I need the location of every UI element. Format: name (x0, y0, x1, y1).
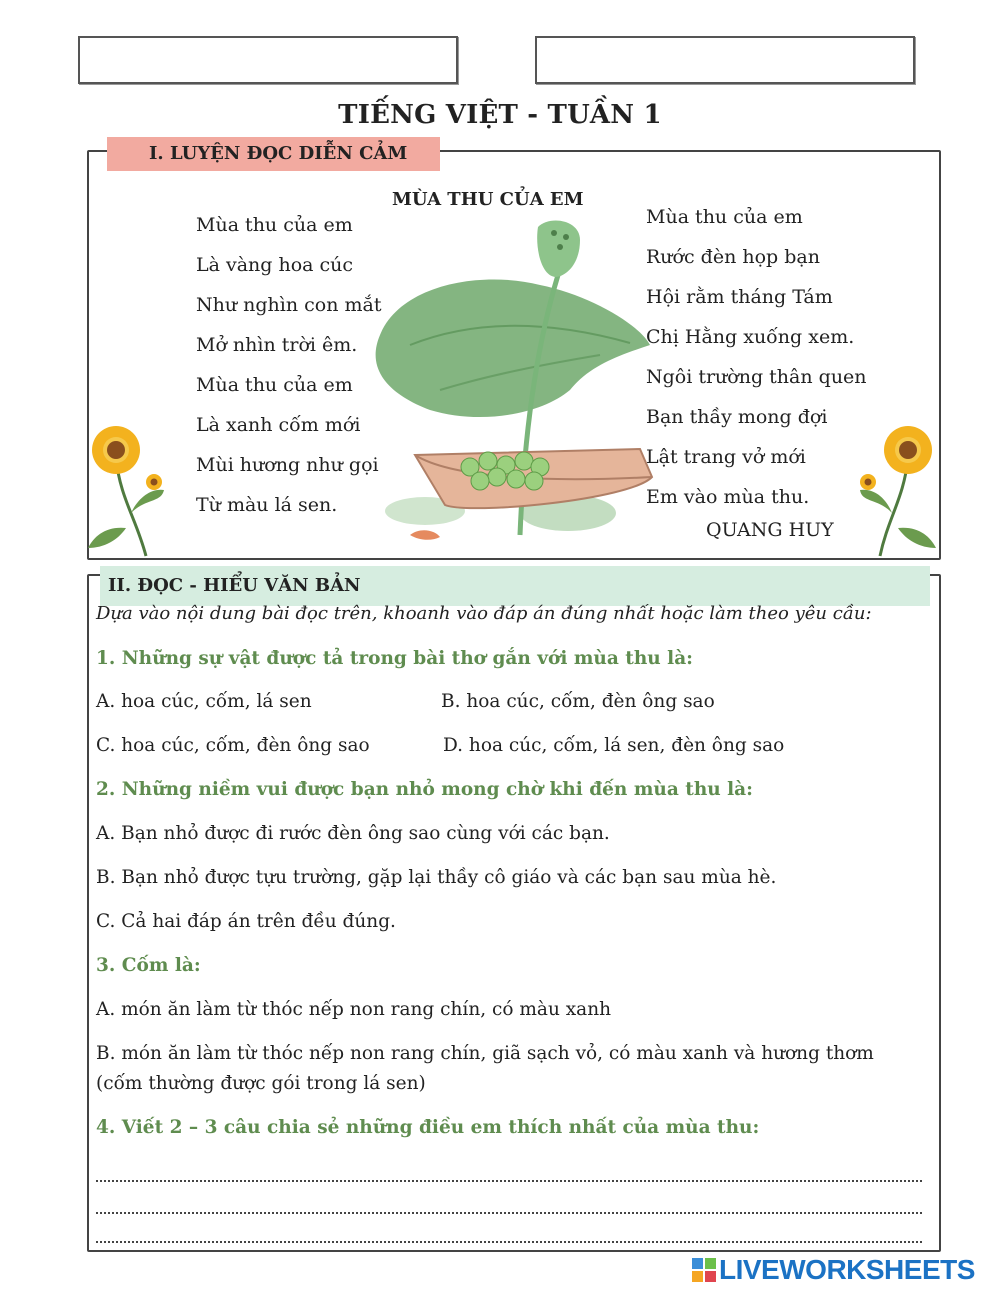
poem-left-stanzas (196, 205, 381, 525)
page-title: TIẾNG VIỆT - TUẦN 1 (338, 100, 662, 130)
liveworksheets-logo[interactable] (692, 1253, 975, 1287)
poem-line: Là xanh cốm mới (196, 414, 361, 436)
answer-writing-line[interactable] (96, 1241, 922, 1243)
poem-line: Bạn thầy mong đợi (646, 406, 828, 428)
poem-line: Lật trang vở mới (646, 446, 806, 468)
poem-line: Ngôi trường thân quen (646, 366, 867, 388)
answer-3b-continued[interactable]: (cốm thường được gói trong lá sen) (96, 1073, 426, 1094)
lotus-leaf (376, 279, 650, 417)
poem-line: Là vàng hoa cúc (196, 254, 354, 276)
answer-writing-line[interactable] (96, 1212, 922, 1214)
question-2: 2. Những niềm vui được bạn nhỏ mong chờ khi đến mùa thu là: (96, 779, 754, 800)
liveworksheets-logo-icon (692, 1258, 716, 1282)
poem-line: Mùi hương như gọi (196, 454, 379, 476)
answer-1c[interactable]: C. hoa cúc, cốm, đèn ông sao (96, 735, 370, 756)
answer-3a[interactable]: A. món ăn làm từ thóc nếp non rang chín, có màu xanh (96, 999, 612, 1020)
student-class-field[interactable] (535, 36, 915, 84)
poem-line: Mở nhìn trời êm. (196, 334, 358, 356)
poem-line: Rước đèn họp bạn (646, 246, 820, 268)
poem-line: Như nghìn con mắt (196, 294, 382, 316)
answer-1d[interactable]: D. hoa cúc, cốm, lá sen, đèn ông sao (443, 735, 785, 756)
liveworksheets-logo-text: LIVEWORKSHEETS (719, 1254, 975, 1285)
answer-2c[interactable]: C. Cả hai đáp án trên đều đúng. (96, 911, 396, 932)
poem-title: MÙA THU CỦA EM (392, 189, 584, 210)
section1-label: I. LUYỆN ĐỌC DIỄN CẢM (107, 137, 440, 171)
answer-1a[interactable]: A. hoa cúc, cốm, lá sen (96, 691, 312, 712)
lotus-boat-illustration (340, 215, 680, 555)
answer-2b[interactable]: B. Bạn nhỏ được tựu trường, gặp lại thầy cô giáo và các bạn sau mùa hè. (96, 867, 777, 888)
poem-line: Mùa thu của em (196, 214, 353, 236)
section2-instruction: Dựa vào nội dung bài đọc trên, khoanh vào đáp án đúng nhất hoặc làm theo yêu cầu: (96, 603, 872, 624)
answer-1b[interactable]: B. hoa cúc, cốm, đèn ông sao (441, 691, 715, 712)
poem-line: Hội rằm tháng Tám (646, 286, 833, 308)
koi-fish (410, 530, 440, 540)
poem-author: QUANG HUY (706, 519, 834, 541)
student-name-field[interactable] (78, 36, 458, 84)
sunflower-decoration-left (86, 418, 176, 558)
poem-line: Em vào mùa thu. (646, 486, 810, 508)
poem-line: Từ màu lá sen. (196, 494, 338, 516)
answer-2a[interactable]: A. Bạn nhỏ được đi rước đèn ông sao cùng với các bạn. (96, 823, 610, 844)
answer-3b[interactable]: B. món ăn làm từ thóc nếp non rang chín, giã sạch vỏ, có màu xanh và hương thơm (96, 1043, 874, 1064)
answer-writing-line[interactable] (96, 1180, 922, 1182)
question-1: 1. Những sự vật được tả trong bài thơ gắn với mùa thu là: (96, 648, 694, 669)
sunflower (884, 426, 932, 474)
poem-line: Mùa thu của em (196, 374, 353, 396)
poem-right-stanzas (646, 197, 867, 517)
section2-label: II. ĐỌC - HIỂU VĂN BẢN (100, 566, 930, 606)
question-4: 4. Viết 2 – 3 câu chia sẻ những điều em thích nhất của mùa thu: (96, 1117, 760, 1138)
question-3: 3. Cốm là: (96, 955, 201, 976)
sunflower (92, 426, 140, 474)
poem-line: Mùa thu của em (646, 206, 803, 228)
poem-line: Chị Hằng xuống xem. (646, 326, 855, 348)
